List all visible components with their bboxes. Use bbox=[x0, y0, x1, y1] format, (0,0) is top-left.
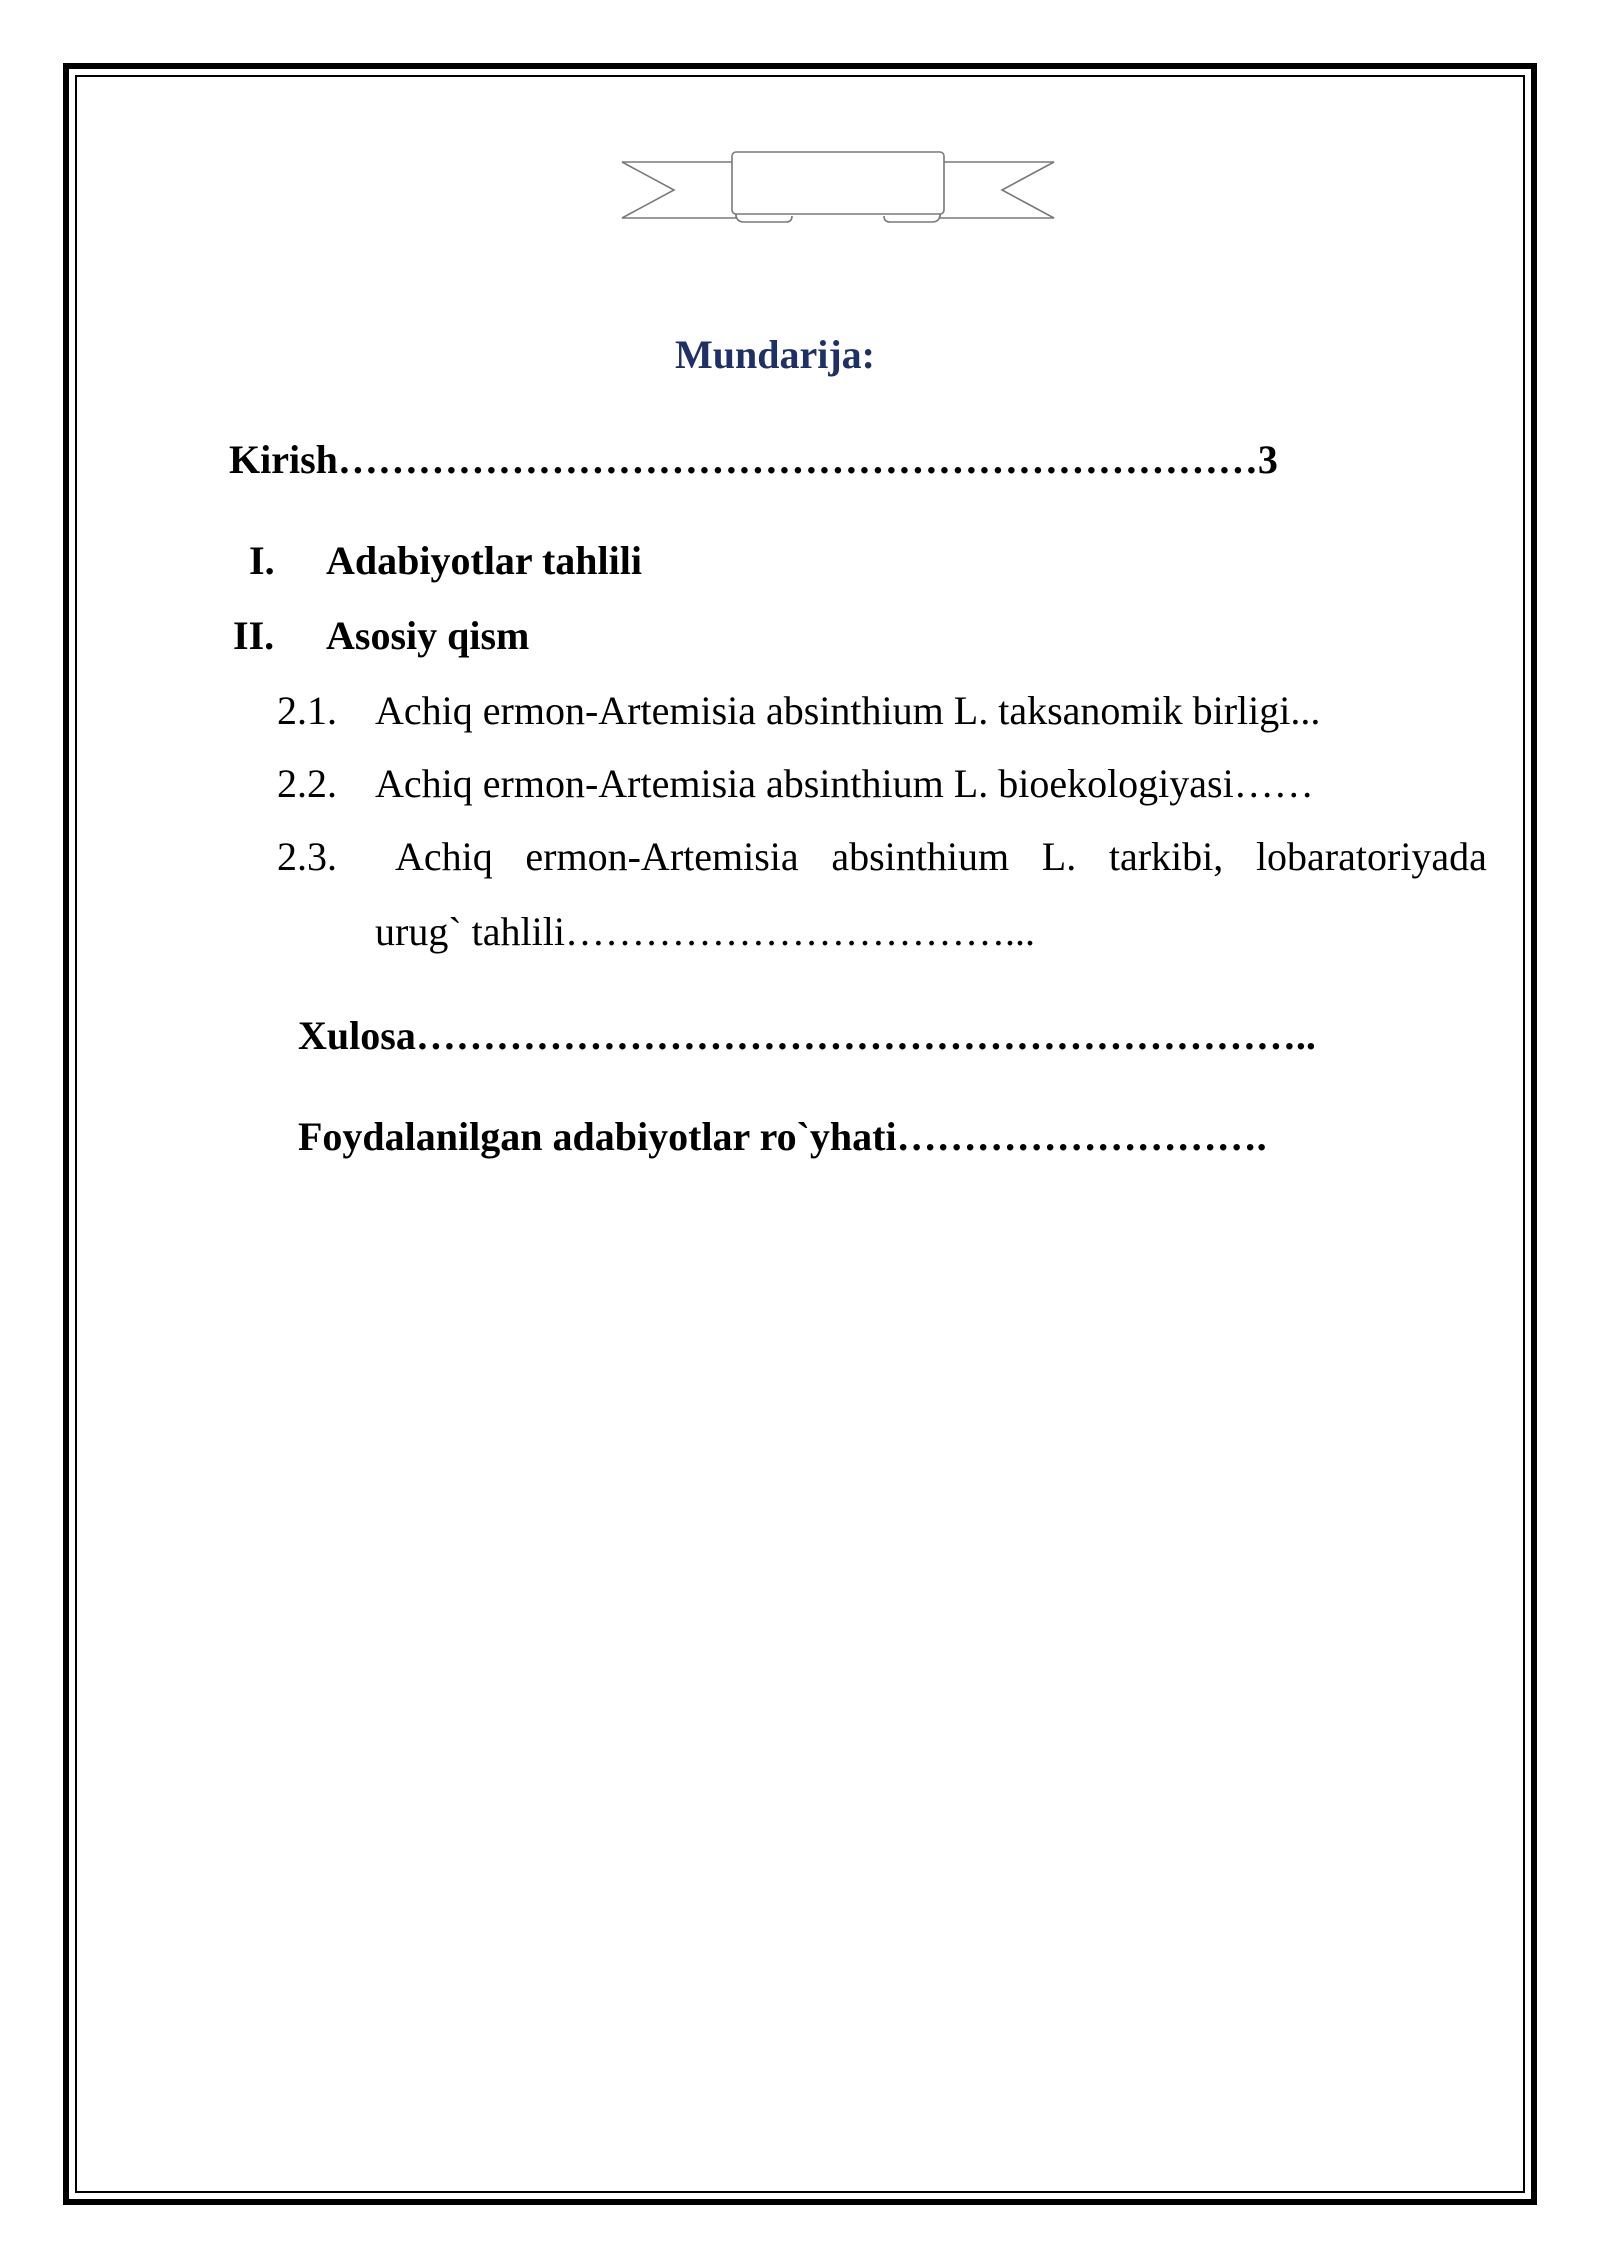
toc-entry-label: Xulosa bbox=[298, 1013, 416, 1058]
chapter-number: II. bbox=[233, 613, 275, 658]
toc-entry-references bbox=[298, 1112, 1267, 1162]
toc-leader-dots: ………………………………………………………….. bbox=[415, 1013, 1316, 1058]
section-number: 2.3. bbox=[277, 834, 337, 879]
section-word: absinthium bbox=[831, 834, 1010, 879]
section-title: Achiq ermon-Artemisia absinthium L. taksanomik birligi... bbox=[375, 688, 1321, 733]
section-title-line bbox=[375, 832, 1487, 882]
section-word: L. bbox=[1041, 834, 1077, 879]
section-title-continuation: urug` tahlili……………………………... bbox=[375, 909, 1035, 954]
toc-entry-conclusion bbox=[298, 1011, 1316, 1061]
section-title: Achiq ermon-Artemisia absinthium L. bioekologiyasi…… bbox=[375, 761, 1314, 806]
section-word: ermon-Artemisia bbox=[525, 834, 799, 879]
toc-leader-dots: ………………………. bbox=[896, 1114, 1267, 1159]
chapter-title: Adabiyotlar tahlili bbox=[326, 538, 642, 583]
toc-entry-label: Foydalanilgan adabiyotlar ro`yhati bbox=[298, 1114, 897, 1159]
chapter-number: I. bbox=[249, 538, 275, 583]
ribbon-banner-ornament bbox=[620, 148, 1056, 224]
section-word: Achiq bbox=[395, 834, 493, 879]
toc-leader-dots: …………………………………………………………… bbox=[337, 437, 1258, 482]
toc-entry-intro bbox=[229, 435, 1278, 485]
page-title: Mundarija: bbox=[675, 332, 875, 377]
section-number: 2.2. bbox=[277, 761, 337, 806]
chapter-title: Asosiy qism bbox=[326, 613, 530, 658]
section-word: lobaratoriyada bbox=[1255, 834, 1487, 879]
section-word: tarkibi, bbox=[1108, 834, 1224, 879]
toc-entry-label: Kirish bbox=[229, 437, 338, 482]
section-number: 2.1. bbox=[277, 688, 337, 733]
toc-page-number: 3 bbox=[1257, 437, 1278, 482]
